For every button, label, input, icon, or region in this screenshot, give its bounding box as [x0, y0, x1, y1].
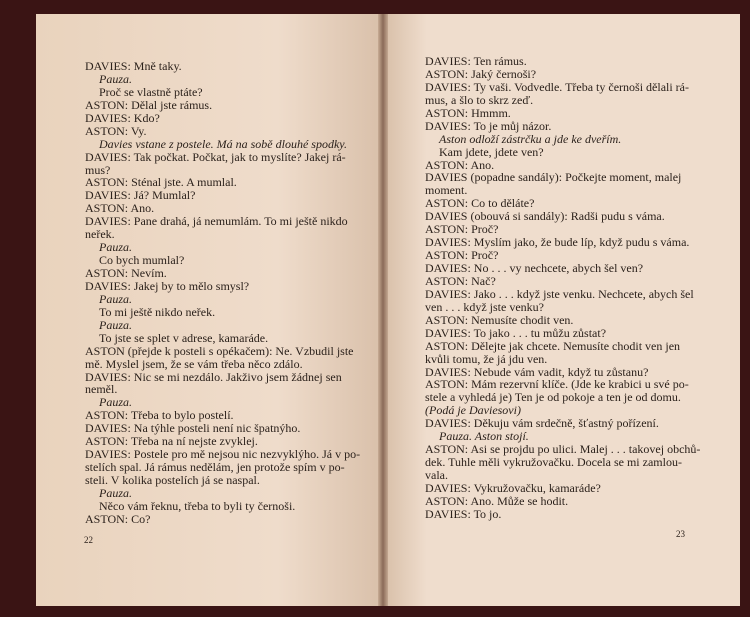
text-line: ASTON: Hmmm.	[425, 105, 511, 120]
text-line: ASTON: Třeba to bylo postelí.	[85, 408, 234, 423]
text-line: Proč se vlastně ptáte?	[99, 84, 203, 99]
text-line: ASTON: Nemusíte chodit ven.	[425, 312, 574, 327]
text-line: Pauza.	[99, 291, 132, 306]
left-page-text	[85, 59, 361, 526]
text-line: ASTON: Asi se projdu po ulici. Malej . . . takovej obchů-	[425, 442, 701, 457]
text-line: Kam jdete, jdete ven?	[439, 144, 544, 159]
text-line: To mi ještě nikdo neřek.	[99, 304, 216, 319]
text-line: DAVIES: Nic se mi nezdálo. Jakživo jsem žádnej sen	[85, 369, 342, 384]
text-line: mus, a šlo to skrz zeď.	[425, 92, 534, 107]
text-line: DAVIES: Pane drahá, já nemumlám. To mi ještě nikdo	[85, 214, 348, 229]
text-line: DAVIES: To je můj názor.	[425, 118, 552, 133]
text-line: stele a vyhledá je) Ten je od pokoje a ten je od domu.	[425, 390, 681, 405]
text-line: DAVIES: Vykružovačku, kamaráde?	[425, 480, 601, 495]
text-line: DAVIES: Postele pro mě nejsou nic nezvyklýho. Já v po-	[85, 447, 361, 462]
text-line: DAVIES: Ten rámus.	[425, 54, 527, 68]
text-line: DAVIES: Ty vaši. Vodvedle. Třeba ty černoši dělali rá-	[425, 79, 689, 94]
text-line: ASTON: Mám rezervní klíče. (Jde ke krabici u své po-	[425, 377, 689, 392]
text-line: Pauza.	[99, 240, 132, 255]
text-line: DAVIES: To jako . . . tu můžu zůstat?	[425, 325, 607, 340]
text-line: ASTON: Vy.	[85, 123, 147, 138]
left-page-number: 22	[84, 535, 93, 545]
text-line: steli. V kolika postelích já se naspal.	[85, 473, 260, 487]
text-line: DAVIES: Jakej by to mělo smysl?	[85, 278, 250, 293]
text-line: DAVIES: No . . . vy nechcete, abych šel ven?	[425, 261, 644, 275]
text-line: ven . . . když jste venku?	[425, 299, 544, 314]
text-line: kvůli tomu, že já jdu ven.	[425, 351, 548, 366]
text-line: Něco vám řeknu, třeba to byli ty černoši.	[99, 498, 296, 513]
text-line: Pauza.	[99, 395, 132, 410]
text-line: DAVIES: Jako . . . když jste venku. Nechcete, abych šel	[425, 286, 694, 301]
text-line: DAVIES: Já? Mumlal?	[85, 188, 196, 203]
text-line: ASTON: Nač?	[425, 273, 496, 288]
text-line: Pauza. Aston stojí.	[439, 429, 529, 444]
text-line: vala.	[425, 468, 448, 482]
text-line: ASTON: Nevím.	[85, 266, 167, 280]
left-page	[36, 14, 382, 606]
text-line: ASTON: Proč?	[425, 248, 499, 263]
text-line: DAVIES (obouvá si sandály): Radši pudu s váma.	[425, 209, 665, 224]
text-line: DAVIES: To jo.	[425, 506, 502, 521]
text-line: Pauza.	[99, 485, 132, 500]
text-line: DAVIES: Na týhle posteli není nic špatnýho.	[85, 421, 301, 436]
text-line: Aston odloží zástrčku a jde ke dveřím.	[439, 131, 622, 146]
text-line: DAVIES: Děkuju vám srdečně, šťastný pořízení.	[425, 416, 659, 431]
text-line: ASTON: Ano. Může se hodit.	[425, 493, 569, 508]
text-line: Co bych mumlal?	[99, 253, 185, 268]
text-line: ASTON (přejde k posteli s opékačem): Ne. Vzbudil jste	[85, 343, 354, 358]
text-line: ASTON: Proč?	[425, 222, 499, 237]
text-line: To jste se splet v adrese, kamaráde.	[99, 330, 269, 345]
text-line: mě. Myslel jsem, že se vám třeba něco zdálo.	[85, 356, 303, 371]
text-line: ASTON: Dělejte jak chcete. Nemusíte chodit ven jen	[425, 338, 681, 353]
text-line: Pauza.	[99, 71, 132, 86]
text-line: neměl.	[85, 382, 118, 397]
text-line: ASTON: Jaký černoši?	[425, 66, 537, 81]
text-line: stelích spal. Já rámus nedělám, jen protože spím v po-	[85, 460, 345, 475]
text-line: mus?	[85, 162, 111, 177]
text-line: (Podá je Daviesovi)	[425, 403, 521, 418]
text-line: DAVIES: Mně taky.	[85, 59, 182, 73]
text-line: Pauza.	[99, 317, 132, 332]
text-line: DAVIES: Kdo?	[85, 110, 160, 125]
text-line: ASTON: Co to děláte?	[425, 196, 535, 211]
text-line: ASTON: Ano.	[425, 157, 495, 172]
text-line: Davies vstane z postele. Má na sobě dlouhé spodky.	[99, 136, 347, 151]
right-page	[384, 14, 740, 606]
text-line: ASTON: Sténal jste. A mumlal.	[85, 175, 237, 190]
book-gutter	[378, 14, 388, 606]
text-line: DAVIES: Myslím jako, že bude líp, když pudu s váma.	[425, 235, 690, 250]
right-page-number: 23	[676, 529, 685, 539]
text-line: DAVIES (popadne sandály): Počkejte moment, malej	[425, 170, 682, 185]
text-line: neřek.	[85, 227, 115, 242]
text-line: DAVIES: Nebude vám vadit, když tu zůstanu?	[425, 364, 649, 379]
text-line: moment.	[425, 183, 468, 198]
text-line: ASTON: Co?	[85, 511, 151, 526]
text-line: ASTON: Dělal jste rámus.	[85, 97, 213, 112]
text-line: dek. Tuhle měli vykružovačku. Docela se mi zamlou-	[425, 455, 682, 470]
text-line: ASTON: Ano.	[85, 201, 155, 216]
text-line: DAVIES: Tak počkat. Počkat, jak to myslíte? Jakej rá-	[85, 149, 346, 164]
right-page-text	[425, 54, 701, 521]
text-line: ASTON: Třeba na ní nejste zvyklej.	[85, 434, 258, 449]
